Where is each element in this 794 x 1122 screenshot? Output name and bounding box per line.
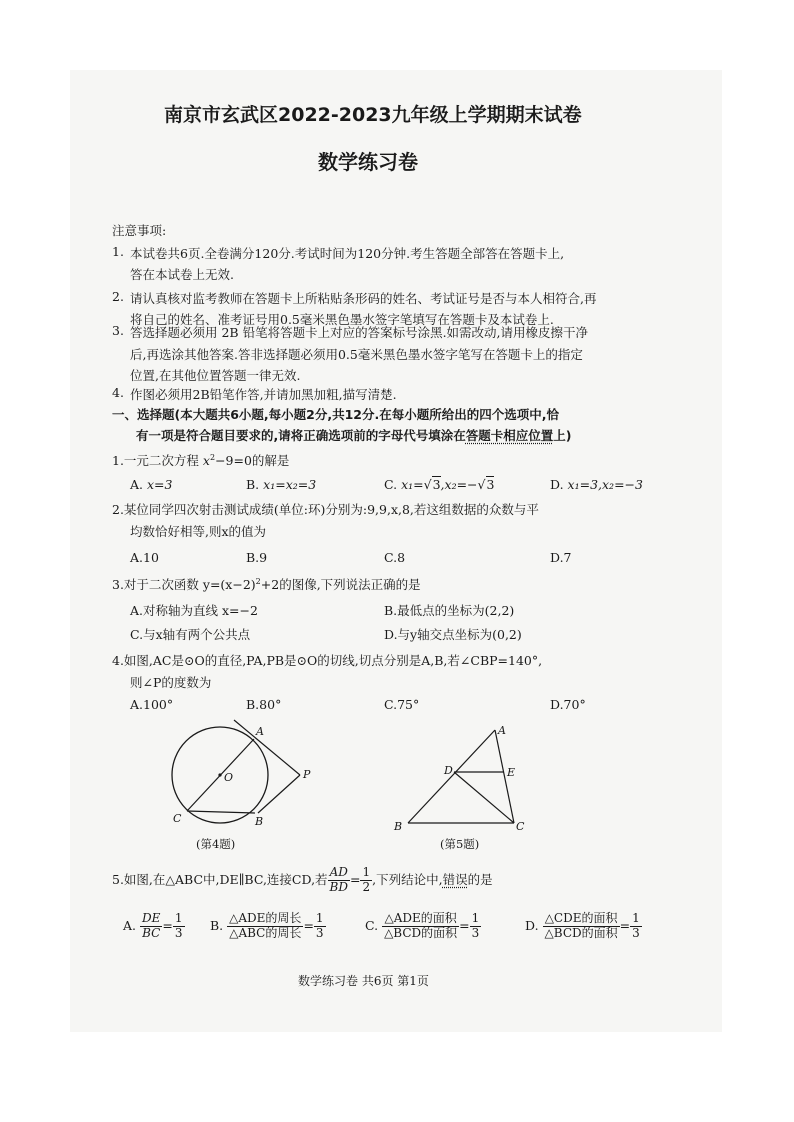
note-2-line2: 将自己的姓名、准考证号用0.5毫米黑色墨水签字笔填写在答题卡及本试卷上.: [130, 312, 554, 327]
q3-option-b[interactable]: B.最低点的坐标为(2,2): [384, 603, 515, 618]
note-4-num: 4.: [112, 385, 124, 400]
q5-eq: =: [350, 871, 361, 887]
q5-d-lhs: [543, 912, 620, 941]
q5-c-num: △ADE的面积: [382, 912, 459, 927]
fig5-label-e: E: [507, 766, 516, 779]
q1-option-c[interactable]: C. x₁=√3,x₂=−√3: [384, 477, 495, 492]
q5-d-num: △CDE的面积: [543, 912, 620, 927]
exam-title: 南京市玄武区2022-2023九年级上学期期末试卷: [164, 104, 582, 126]
q5-d-rhs: [630, 912, 642, 941]
fig5-label-c: C: [516, 820, 525, 833]
q5-stem-post: ,下列结论中,: [372, 871, 443, 887]
note-1-line1: 本试卷共6页.全卷满分120分.考试时间为120分钟.考生答题全部答在答题卡上,: [130, 246, 565, 261]
fig4-center-dot: [218, 773, 221, 776]
notes-heading: 注意事项:: [112, 223, 167, 238]
fig4-chord-cb: [187, 811, 255, 813]
section-1-line2-dotted: 答题卡相应位置: [465, 428, 554, 443]
q1-stem: [112, 451, 289, 469]
note-1-num: 1.: [112, 244, 124, 259]
section-1-line2-post: 上): [553, 428, 572, 443]
q2-line2: 均数恰好相等,则x的值为: [130, 524, 267, 539]
q4-option-d[interactable]: D.70°: [550, 697, 586, 712]
q1-c-label: C.: [384, 477, 398, 492]
note-2-num: 2.: [112, 289, 124, 304]
q5-stem-end: 的是: [467, 871, 493, 887]
note-3-num: 3.: [112, 323, 124, 338]
q5-half-fraction: [360, 866, 372, 895]
note-1-line2: 答在本试卷上无效.: [130, 267, 234, 282]
q5-stem: [112, 866, 493, 895]
section-1-line2: [136, 426, 571, 444]
figure-5-diagram: [390, 722, 540, 834]
fig4-label-p: P: [303, 768, 311, 781]
q3-option-d[interactable]: D.与y轴交点坐标为(0,2): [384, 627, 522, 642]
q5-c-den: △BCD的面积: [384, 925, 458, 940]
figure-5-caption: (第5题): [440, 837, 480, 851]
q5-a-rhs-num: 1: [174, 911, 183, 925]
q5-option-c[interactable]: C. $\frac{\text{△ADE的面积}}{\text{△BCD的面积}}$ = $\frac{1}{3}$: [365, 911, 480, 940]
q3-stem-pre: 3.对于二次函数 y=(x−2): [112, 577, 256, 592]
q5-option-d[interactable]: D. $\frac{\text{△CDE的面积}}{\text{△BCD的面积}}$ = $\frac{1}{3}$: [525, 911, 640, 940]
note-2-line1: 请认真核对监考教师在答题卡上所粘贴条形码的姓名、考试证号是否与本人相符合,再: [130, 291, 597, 306]
q1-sup: 2: [209, 452, 216, 462]
q2-line1: 2.某位同学四次射击测试成绩(单位:环)分别为:9,9,x,8,若这组数据的众数与平: [112, 502, 539, 517]
q5-half-den: 2: [362, 879, 371, 894]
q5-d-rhs-den: 3: [632, 925, 640, 940]
q4-line2: 则∠P的度数为: [130, 675, 212, 690]
note-3-line2: 后,再选涂其他答案.答非选择题必须用0.5毫米黑色墨水签字笔写在答题卡上的指定: [130, 347, 583, 362]
q1-stem-pre: 1.一元二次方程: [112, 453, 203, 468]
q5-b-num: △ADE的周长: [229, 911, 302, 925]
figure-4-caption: (第4题): [196, 837, 236, 851]
q5-stem-dotted: 错误: [442, 871, 468, 887]
q1-d-label: D.: [550, 477, 564, 492]
q3-option-c[interactable]: C.与x轴有两个公共点: [130, 627, 251, 642]
q1-d-text: x₁=3,x₂=−3: [567, 477, 643, 492]
q4-option-b[interactable]: B.80°: [246, 697, 282, 712]
q1-a-label: A.: [130, 477, 144, 492]
q5-a-num: DE: [142, 911, 161, 925]
q1-c-rad2: 3: [486, 477, 495, 492]
q5-stem-pre: 5.如图,在△ABC中,DE∥BC,连接CD,若: [112, 871, 328, 887]
fig4-label-c: C: [173, 812, 182, 825]
q1-option-a[interactable]: [130, 477, 172, 492]
fig5-label-d: D: [444, 764, 453, 777]
q1-c-pre: x₁=: [401, 477, 424, 492]
fig4-label-o: O: [224, 771, 234, 784]
q5-c-rhs-den: 3: [471, 925, 480, 940]
q5-option-a[interactable]: A. $\frac{DE}{BC}$ = $\frac{1}{3}$: [123, 911, 183, 940]
q1-c-rad1: 3: [432, 477, 441, 492]
q5-a-label: A.: [123, 917, 137, 933]
q1-b-text: x₁=x₂=3: [263, 477, 317, 492]
section-1-line2-pre: 有一项是符合题目要求的,请将正确选项前的字母代号填涂在: [136, 428, 466, 443]
q5-half-num: 1: [362, 865, 371, 879]
q5-b-rhs: [314, 912, 326, 941]
q5-c-lhs: [382, 912, 459, 941]
section-1-line1: 一、选择题(本大题共6小题,每小题2分,共12分.在每小题所给出的四个选项中,恰: [112, 407, 559, 422]
q1-c-mid: ,x₂=−: [440, 477, 478, 492]
note-4-line1: 作图必须用2B铅笔作答,并请加黑加粗,描写清楚.: [130, 387, 397, 402]
q1-option-d[interactable]: [550, 477, 643, 492]
fig4-label-a: A: [256, 725, 264, 738]
q5-a-rhs-den: 3: [174, 925, 183, 940]
q5-b-den: △ABC的周长: [229, 925, 302, 940]
q5-b-rhs-den: 3: [315, 925, 324, 940]
q4-option-a[interactable]: A.100°: [130, 697, 174, 712]
q5-b-rhs-num: 1: [315, 911, 324, 925]
q1-var: x: [202, 453, 210, 468]
q1-stem-post: −9=0的解是: [215, 453, 290, 468]
q5-d-den: △BCD的面积: [544, 925, 618, 940]
q5-ratio-fraction: [328, 866, 350, 895]
q3-sup: 2: [255, 576, 261, 586]
fig4-label-b: B: [255, 815, 264, 828]
q1-option-b[interactable]: [246, 477, 316, 492]
q1-a-text: x=3: [147, 477, 173, 492]
fig5-label-b: B: [394, 820, 403, 833]
q5-ratio-den: BD: [329, 879, 348, 894]
q5-c-rhs: [470, 912, 482, 941]
note-3-line1: 答选择题必须用 2B 铅笔将答题卡上对应的答案标号涂黑.如需改动,请用橡皮擦干净: [130, 325, 589, 340]
q4-line1: 4.如图,AC是⊙O的直径,PA,PB是⊙O的切线,切点分别是A,B,若∠CBP=140°,: [112, 653, 543, 668]
exam-subtitle: 数学练习卷: [318, 150, 418, 174]
page-footer: 数学练习卷 共6页 第1页: [298, 974, 429, 988]
q5-option-b[interactable]: B. $\frac{\text{△ADE的周长}}{\text{△ABC的周长}}$ = $\frac{1}{3}$: [210, 911, 324, 940]
q5-d-rhs-num: 1: [632, 911, 640, 925]
q3-stem-post: +2的图像,下列说法正确的是: [260, 577, 421, 592]
q5-c-label: C.: [365, 917, 379, 933]
q2-option-c[interactable]: C.8: [384, 550, 406, 565]
q2-option-b[interactable]: B.9: [246, 550, 268, 565]
figure-4-diagram: [160, 715, 330, 830]
q5-d-label: D.: [525, 917, 539, 933]
q1-b-label: B.: [246, 477, 260, 492]
q5-a-rhs: [173, 912, 185, 941]
q3-option-a[interactable]: A.对称轴为直线 x=−2: [130, 603, 258, 618]
q5-ratio-num: AD: [328, 866, 350, 881]
q2-option-d[interactable]: D.7: [550, 550, 572, 565]
q5-b-label: B.: [210, 917, 224, 933]
q5-a-lhs: [140, 912, 162, 941]
q4-option-c[interactable]: C.75°: [384, 697, 420, 712]
q3-stem: [112, 575, 421, 593]
q2-option-a[interactable]: A.10: [130, 550, 159, 565]
q5-c-rhs-num: 1: [471, 911, 480, 925]
fig5-label-a: A: [498, 724, 506, 737]
q5-b-lhs: [227, 912, 303, 941]
q5-a-den: BC: [142, 925, 161, 940]
note-3-line3: 位置,在其他位置答题一律无效.: [130, 368, 301, 383]
